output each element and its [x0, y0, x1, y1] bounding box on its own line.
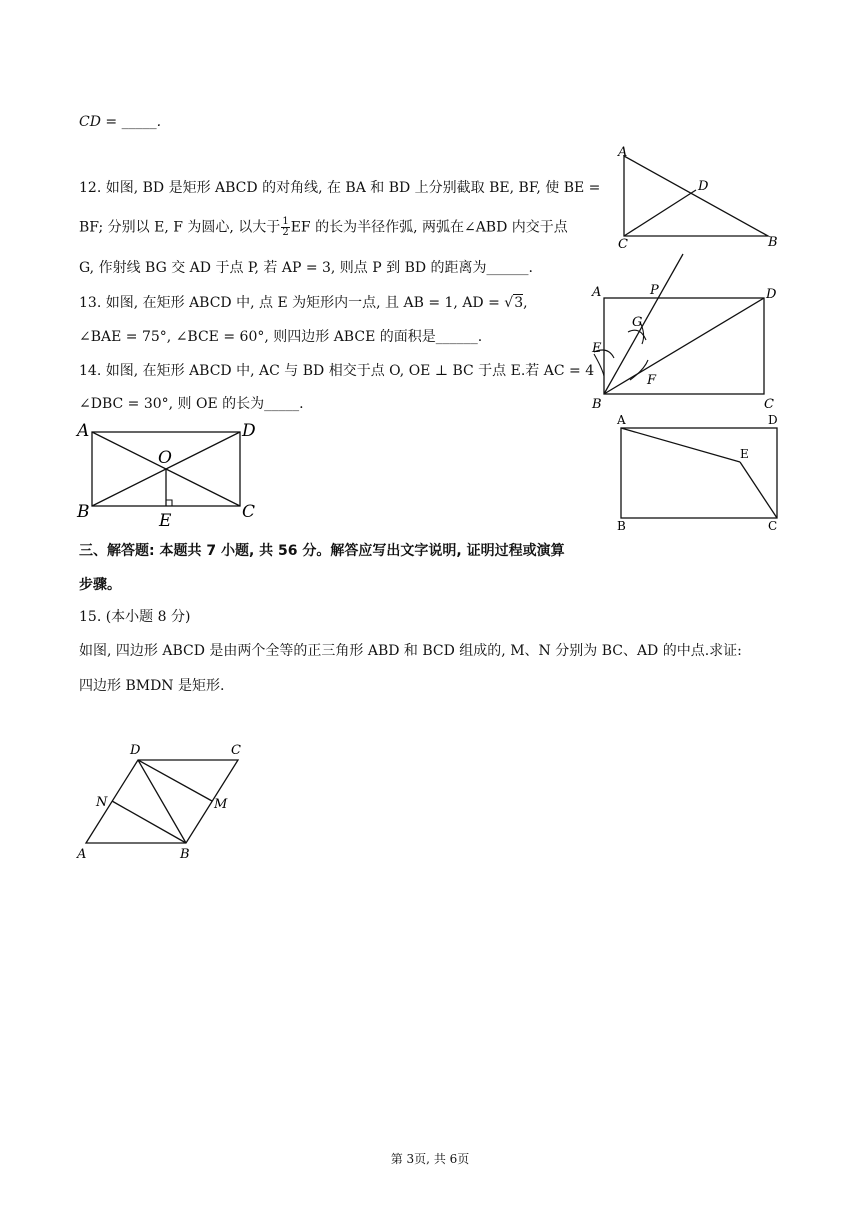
- fraction-numerator: 1: [282, 216, 289, 227]
- label-P: P: [650, 283, 659, 298]
- label-C: C: [231, 743, 241, 758]
- sqrt-expression: √3: [504, 295, 524, 311]
- q13-line2: ∠BAE = 75°, ∠BCE = 60°, 则四边形 ABCE 的面积是______.: [79, 329, 483, 345]
- fraction-denominator: 2: [282, 227, 289, 238]
- fraction-half: [281, 217, 289, 238]
- label-C: C: [764, 397, 774, 412]
- label-B: B: [617, 519, 626, 533]
- q13-line1-a: 13. 如图, 在矩形 ABCD 中, 点 E 为矩形内一点, 且 AB = 1, AD =: [79, 295, 500, 311]
- page-footer: 第 3页, 共 6页: [390, 1152, 470, 1166]
- q14-line2: ∠DBC = 30°, 则 OE 的长为_____.: [79, 396, 304, 412]
- label-M: M: [214, 797, 228, 812]
- label-B: B: [768, 235, 778, 250]
- label-C: C: [768, 519, 778, 533]
- q13-line1-b: ,: [523, 295, 528, 311]
- q15-line2: 四边形 BMDN 是矩形.: [79, 678, 225, 694]
- figure-q12-construction: [588, 248, 788, 413]
- figure-q15-rhombus: [74, 738, 274, 866]
- label-C: C: [242, 502, 256, 522]
- label-A: A: [77, 847, 87, 862]
- figure-q14-rectangle: [74, 414, 274, 532]
- figure-q13-rectangle: [612, 412, 787, 534]
- label-C: C: [618, 237, 628, 252]
- label-B: B: [592, 397, 602, 412]
- label-D: D: [130, 743, 141, 758]
- q13-line1: [79, 293, 528, 313]
- section3-heading-line1: 三、解答题: 本题共 7 小题, 共 56 分。解答应写出文字说明, 证明过程或演算: [79, 543, 565, 559]
- label-A: A: [592, 285, 602, 300]
- label-E: E: [592, 341, 602, 356]
- label-B: B: [77, 502, 90, 522]
- label-O: O: [158, 448, 172, 468]
- label-G: G: [632, 315, 643, 330]
- label-A: A: [77, 421, 90, 441]
- q12-line2-a: BF; 分别以 E, F 为圆心, 以大于: [79, 219, 281, 236]
- label-E: E: [159, 511, 172, 531]
- label-D: D: [766, 287, 777, 302]
- label-F: F: [647, 373, 657, 388]
- label-A: A: [618, 145, 628, 160]
- label-D: D: [698, 179, 709, 194]
- q12-line1: 12. 如图, BD 是矩形 ABCD 的对角线, 在 BA 和 BD 上分别截取 BE, BF, 使 BE =: [79, 180, 601, 196]
- q12-line2-b: EF 的长为半径作弧, 两弧在∠ABD 内交于点: [290, 219, 568, 236]
- label-A: A: [617, 413, 626, 427]
- label-E: E: [740, 447, 749, 461]
- q14-line1: 14. 如图, 在矩形 ABCD 中, AC 与 BD 相交于点 O, OE ⊥ BC 于点 E.若 AC = 4: [79, 363, 595, 379]
- label-D: D: [768, 413, 778, 427]
- q12-line2: [79, 217, 568, 238]
- section3-heading-line2: 步骤。: [79, 577, 121, 593]
- q12-line3: G, 作射线 BG 交 AD 于点 P, 若 AP = 3, 则点 P 到 BD 的距离为______.: [79, 260, 533, 276]
- sqrt-value: 3: [514, 295, 524, 311]
- label-B: B: [180, 847, 190, 862]
- figure-q11-triangle: [610, 140, 785, 255]
- label-D: D: [242, 421, 256, 441]
- q15-line1: 如图, 四边形 ABCD 是由两个全等的正三角形 ABD 和 BCD 组成的, M、N 分别为 BC、AD 的中点.求证:: [79, 643, 742, 659]
- label-N: N: [96, 795, 108, 810]
- q15-header: 15. (本小题 8 分): [79, 609, 191, 625]
- q11-answer-line: CD = _____.: [79, 114, 162, 130]
